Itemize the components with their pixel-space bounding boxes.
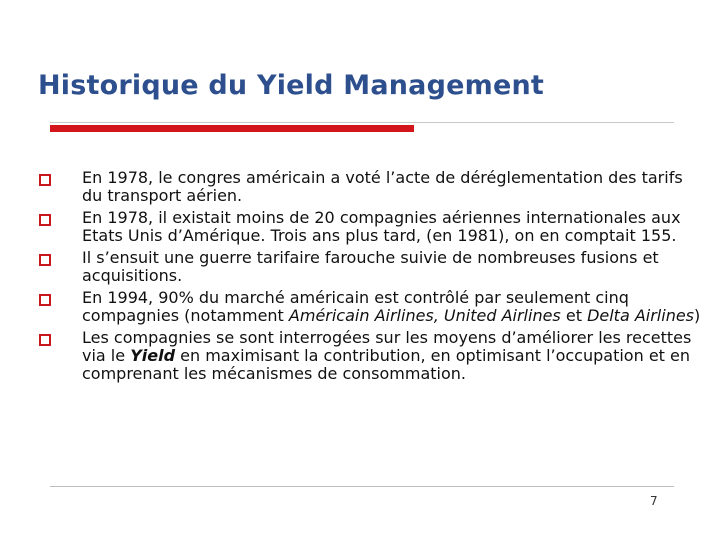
footer-divider-line (50, 486, 674, 487)
bullet-text: En 1978, le congres américain a voté l’acte de déréglementation des tarifs du transport aérien. (82, 168, 683, 205)
bullet-item (36, 249, 708, 285)
square-bullet-icon (39, 174, 51, 186)
bullet-text (82, 329, 708, 383)
square-bullet-icon (39, 294, 51, 306)
bullet-item (36, 329, 708, 383)
text-run: et (560, 306, 588, 325)
text-run: ) (694, 306, 701, 325)
square-bullet-icon (39, 214, 51, 226)
text-run: En 1994, 90% du marché américain est contrôlé par seulement cinq compagnies (notamment (82, 288, 629, 325)
text-run-italic: Américain Airlines, United Airlines (288, 306, 561, 325)
text-run-bold-italic: Yield (130, 346, 176, 365)
bullet-text (82, 289, 708, 325)
bullet-text: Il s’ensuit une guerre tarifaire farouche suivie de nombreuses fusions et acquisitions. (82, 248, 659, 285)
text-run: Les compagnies se sont interrogées sur les moyens d’améliorer les recettes via le (82, 328, 692, 365)
slide-title: Historique du Yield Management (38, 70, 545, 101)
bullet-list (36, 169, 708, 387)
title-divider-line (50, 122, 674, 123)
bullet-item (36, 209, 708, 245)
text-run: en maximisant la contribution, en optimisant l’occupation et en comprenant les mécanismes de consommation. (82, 346, 690, 383)
title-accent-bar (50, 125, 414, 132)
bullet-text: En 1978, il existait moins de 20 compagnies aériennes internationales aux Etats Unis d’Amérique. Trois ans plus tard, (en 1981), on en comptait 155. (82, 208, 681, 245)
text-run-italic: Delta Airlines (587, 306, 695, 325)
page-number: 7 (650, 494, 658, 508)
square-bullet-icon (39, 334, 51, 346)
bullet-item (36, 289, 708, 325)
square-bullet-icon (39, 254, 51, 266)
bullet-item (36, 169, 708, 205)
